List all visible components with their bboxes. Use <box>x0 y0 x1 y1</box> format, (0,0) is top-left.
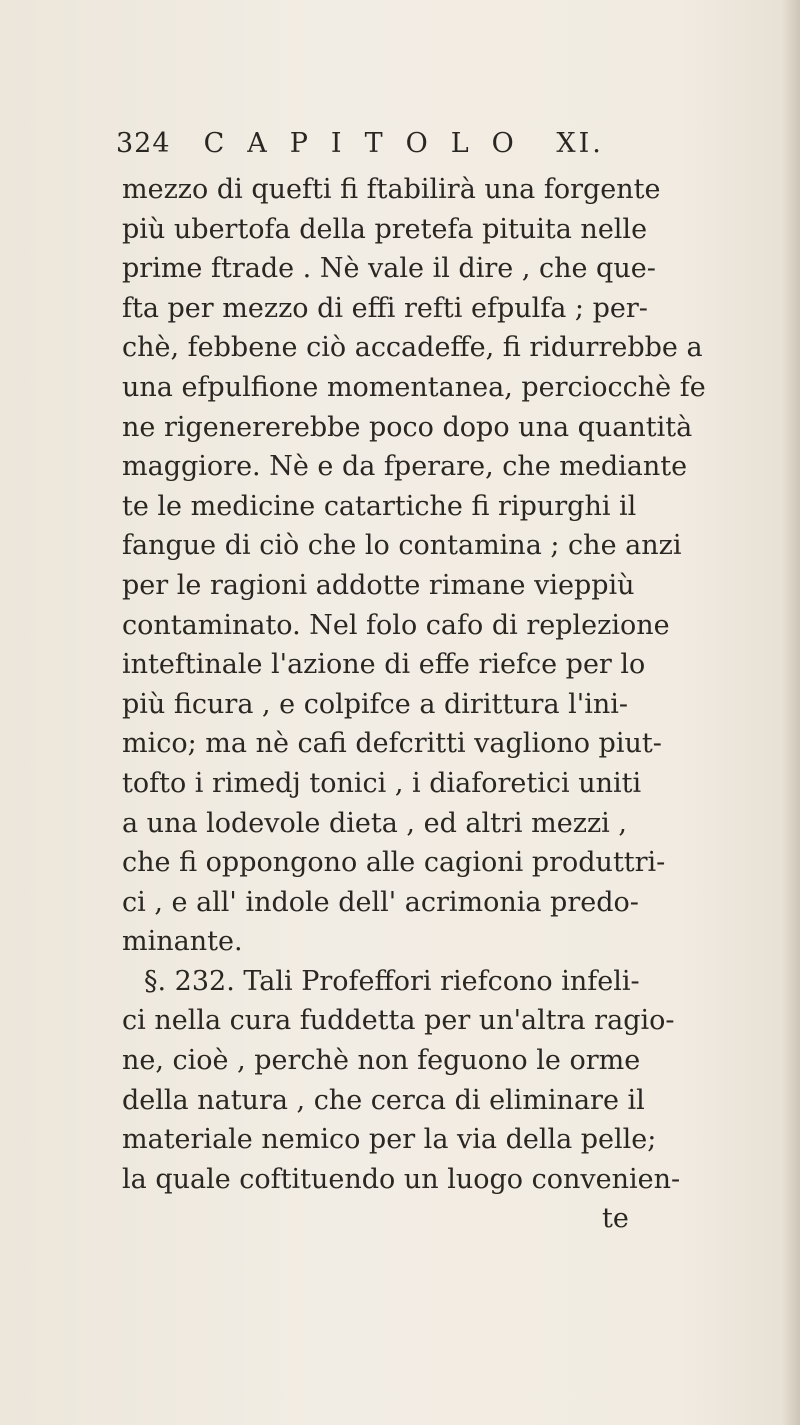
text-line: a una lodevole dieta , ed altri mezzi , <box>122 807 627 839</box>
text-line: più ubertofa della pretefa pituita nelle <box>122 213 648 245</box>
text-line: mezzo di quefti fi ftabilirà una forgente <box>122 174 661 205</box>
text-line: chè, febbene ciò accadeffe, fi ridurrebbe a <box>122 332 703 364</box>
page-edge-shadow <box>782 0 800 1425</box>
text-line: ne rigenererebbe poco dopo una quantità <box>122 411 693 443</box>
text-line: maggiore. Nè e da fperare, che mediante <box>122 451 688 483</box>
catchword: te <box>602 1203 629 1235</box>
text-line: ne, cioè , perchè non feguono le orme <box>122 1045 641 1077</box>
chapter-number: XI. <box>556 128 604 159</box>
text-line: per le ragioni addotte rimane vieppiù <box>122 569 635 601</box>
text-line: una efpulfione momentanea, perciocchè fe <box>122 371 706 403</box>
text-line: la quale coftituendo un luogo convenien- <box>122 1163 681 1195</box>
text-line: contaminato. Nel folo cafo di replezione <box>122 609 670 641</box>
running-header <box>116 128 736 172</box>
text-line: mico; ma nè cafi defcritti vagliono piut- <box>122 728 662 760</box>
text-line: te le medicine catartiche fi ripurghi il <box>122 490 637 522</box>
text-line: tofto i rimedj tonici , i diaforetici uniti <box>122 767 642 799</box>
chapter-title: CAPITOLO <box>203 128 537 159</box>
text-line: più ficura , e colpifce a dirittura l'ini- <box>122 688 628 720</box>
text-line: ci nella cura fuddetta per un'altra ragio- <box>122 1005 675 1037</box>
text-line: prime ftrade . Nè vale il dire , che que- <box>122 253 656 285</box>
text-line: fta per mezzo di effi refti efpulfa ; per- <box>122 292 648 324</box>
text-line: della natura , che cerca di eliminare il <box>122 1084 645 1116</box>
text-line: inteftinale l'azione di effe riefce per lo <box>122 649 646 681</box>
text-line: materiale nemico per la via della pelle; <box>122 1124 657 1156</box>
text-line: ci , e all' indole dell' acrimonia predo- <box>122 886 639 918</box>
paragraph-start-line: §. 232. Tali Profeffori riefcono infeli- <box>144 965 640 997</box>
page-number: 324 <box>116 128 171 159</box>
text-line: fangue di ciò che lo contamina ; che anzi <box>122 530 682 562</box>
text-line: che fi oppongono alle cagioni produttri- <box>122 847 666 879</box>
text-line: minante. <box>122 926 243 958</box>
body-text <box>122 170 782 1239</box>
